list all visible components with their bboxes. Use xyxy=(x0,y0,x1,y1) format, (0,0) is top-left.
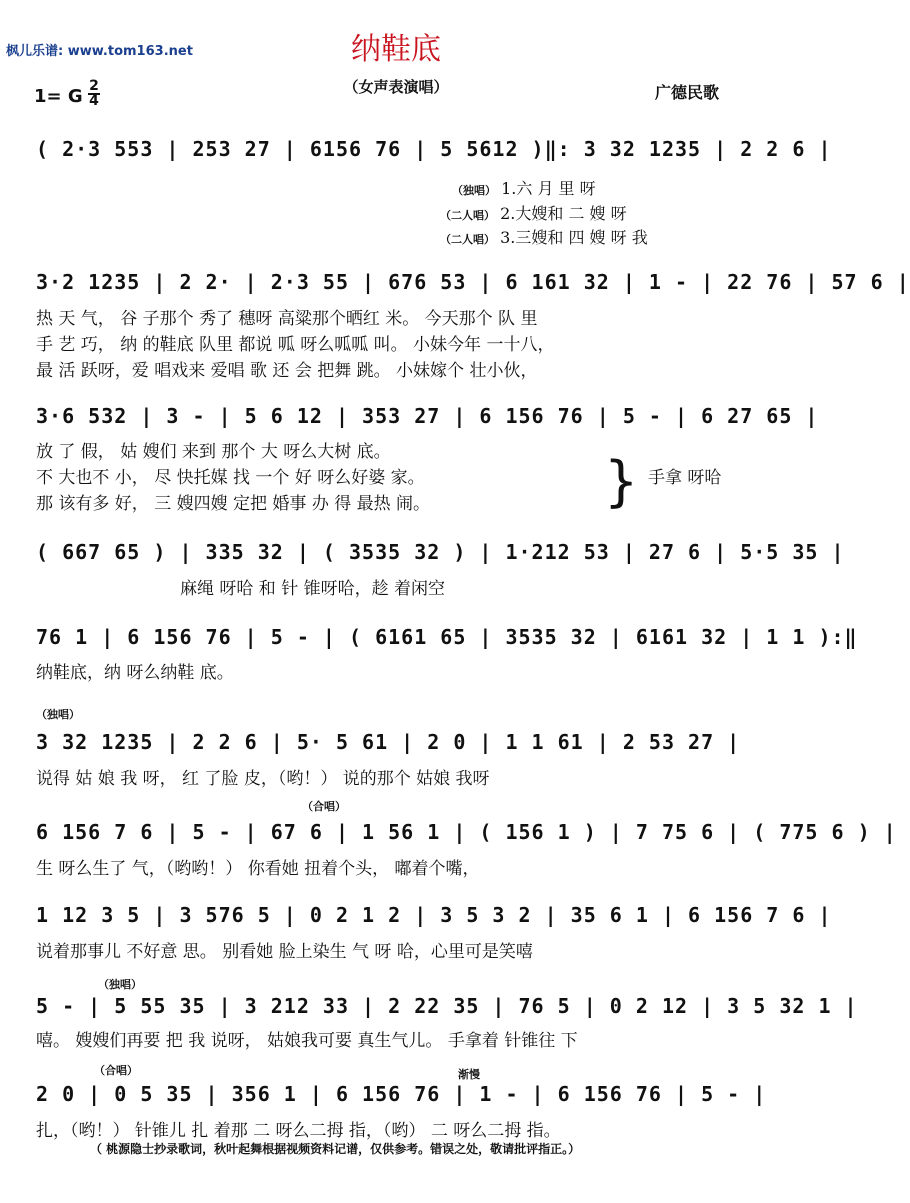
notation-row-4: ( 667 65 ) | 335 32 | ( 3535 32 ) | 1·212 53 | 27 6 | 5·5 35 | xyxy=(36,540,845,564)
chorus-tag-1: （合唱） xyxy=(302,800,346,813)
tempo-marking: 渐慢 xyxy=(458,1068,480,1081)
notation-row-6: 3 32 1235 | 2 2 6 | 5· 5 61 | 2 0 | 1 1 61 | 2 53 27 | xyxy=(36,730,741,754)
chorus-tag-2: （合唱） xyxy=(94,1064,138,1077)
lyric-row-2-verse-3: 最 活 跃呀，爱 唱戏来 爱唱 歌 还 会 把舞 跳。 小妹嫁个 壮小伙， xyxy=(36,361,538,381)
performance-subtitle: （女声表演唱） xyxy=(343,78,449,96)
lyric-row-2-verse-2: 手 艺 巧， 纳 的鞋底 队里 都说 呱 呀么呱呱 叫。 小妹今年 一十八， xyxy=(36,335,555,355)
notation-row-1: ( 2·3 553 | 253 27 | 6156 76 | 5 5612 )‖: 3 32 1235 | 2 2 6 | xyxy=(36,137,832,161)
lyric-row-5: 纳鞋底，纳 呀么纳鞋 底。 xyxy=(36,663,234,683)
lyric-row-10: 扎，（哟！） 针锥儿 扎 着那 二 呀么二拇 指，（哟） 二 呀么二拇 指。 xyxy=(36,1121,561,1141)
time-signature xyxy=(88,80,100,108)
notation-row-8: 1 12 3 5 | 3 576 5 | 0 2 1 2 | 3 5 3 2 | 35 6 1 | 6 156 7 6 | xyxy=(36,903,832,927)
time-bottom: 4 xyxy=(89,93,99,109)
notation-row-9: 5 - | 5 55 35 | 3 212 33 | 2 22 35 | 76 5 | 0 2 12 | 3 5 32 1 | xyxy=(36,994,858,1018)
lyric-row-7: 生 呀么生了 气，（哟哟！） 你看她 扭着个头， 嘟着个嘴， xyxy=(36,859,480,879)
song-origin: 广德民歌 xyxy=(655,83,720,102)
verse-1-text: 1.六 月 里 呀 xyxy=(501,179,596,198)
verse-1-tag: （独唱） xyxy=(452,184,496,197)
lyric-row-2-verse-1: 热 天 气， 谷 子那个 秀了 穗呀 高粱那个晒红 米。 今天那个 队 里 xyxy=(36,309,538,329)
lyric-row-9: 嘻。 嫂嫂们再要 把 我 说呀， 姑娘我可要 真生气儿。 手拿着 针锥往 下 xyxy=(36,1031,578,1051)
verse-2-label xyxy=(440,201,627,224)
verse-3-label xyxy=(440,225,648,248)
notation-row-5: 76 1 | 6 156 76 | 5 - | ( 6161 65 | 3535 32 | 6161 32 | 1 1 ):‖ xyxy=(36,625,858,649)
notation-row-7: 6 156 7 6 | 5 - | 67 6 | 1 56 1 | ( 156 1 ) | 7 75 6 | ( 775 6 ) | xyxy=(36,820,897,844)
notation-row-10: 2 0 | 0 5 35 | 356 1 | 6 156 76 | 1 - | 6 156 76 | 5 - | xyxy=(36,1082,767,1106)
solo-tag-2: （独唱） xyxy=(98,978,142,991)
notation-row-2: 3·2 1235 | 2 2· | 2·3 55 | 676 53 | 6 161 32 | 1 - | 22 76 | 57 6 | xyxy=(36,270,910,294)
refrain-lyric: 手拿 呀哈 xyxy=(648,468,722,488)
key-signature: 1= G xyxy=(34,86,83,107)
lyric-row-3-verse-1: 放 了 假， 姑 嫂们 来到 那个 大 呀么大树 底。 xyxy=(36,442,391,462)
verse-2-text: 2.大嫂和 二 嫂 呀 xyxy=(500,204,627,223)
notation-row-3: 3·6 532 | 3 - | 5 6 12 | 353 27 | 6 156 76 | 5 - | 6 27 65 | xyxy=(36,404,819,428)
verse-1-label xyxy=(452,176,596,199)
time-top: 2 xyxy=(89,78,99,94)
lyric-row-4: 麻绳 呀哈 和 针 锥呀哈，趁 着闲空 xyxy=(180,579,446,599)
solo-tag-1: （独唱） xyxy=(36,708,80,721)
verse-3-text: 3.三嫂和 四 嫂 呀 我 xyxy=(500,228,648,247)
lyric-row-3-verse-3: 那 该有多 好， 三 嫂四嫂 定把 婚事 办 得 最热 闹。 xyxy=(36,494,431,514)
verse-2-tag: （二人唱） xyxy=(440,209,495,222)
transcription-note: （ 桃源隐士抄录歌词，秋叶起舞根据视频资料记谱，仅供参考。错误之处，敬请批评指正。） xyxy=(90,1142,581,1156)
lyric-row-8: 说着那事儿 不好意 思。 别看她 脸上染生 气 呀 哈，心里可是笑嘻 xyxy=(36,942,533,962)
site-watermark: 枫儿乐谱: www.tom163.net xyxy=(6,44,193,59)
lyric-row-3-verse-2: 不 大也不 小， 尽 快托媒 找 一个 好 呀么好婆 家。 xyxy=(36,468,425,488)
lyric-row-6: 说得 姑 娘 我 呀， 红 了脸 皮，（哟！） 说的那个 姑娘 我呀 xyxy=(36,769,490,789)
verse-3-tag: （二人唱） xyxy=(440,233,495,246)
song-title: 纳鞋底 xyxy=(351,32,441,67)
verse-brace: } xyxy=(604,450,639,513)
